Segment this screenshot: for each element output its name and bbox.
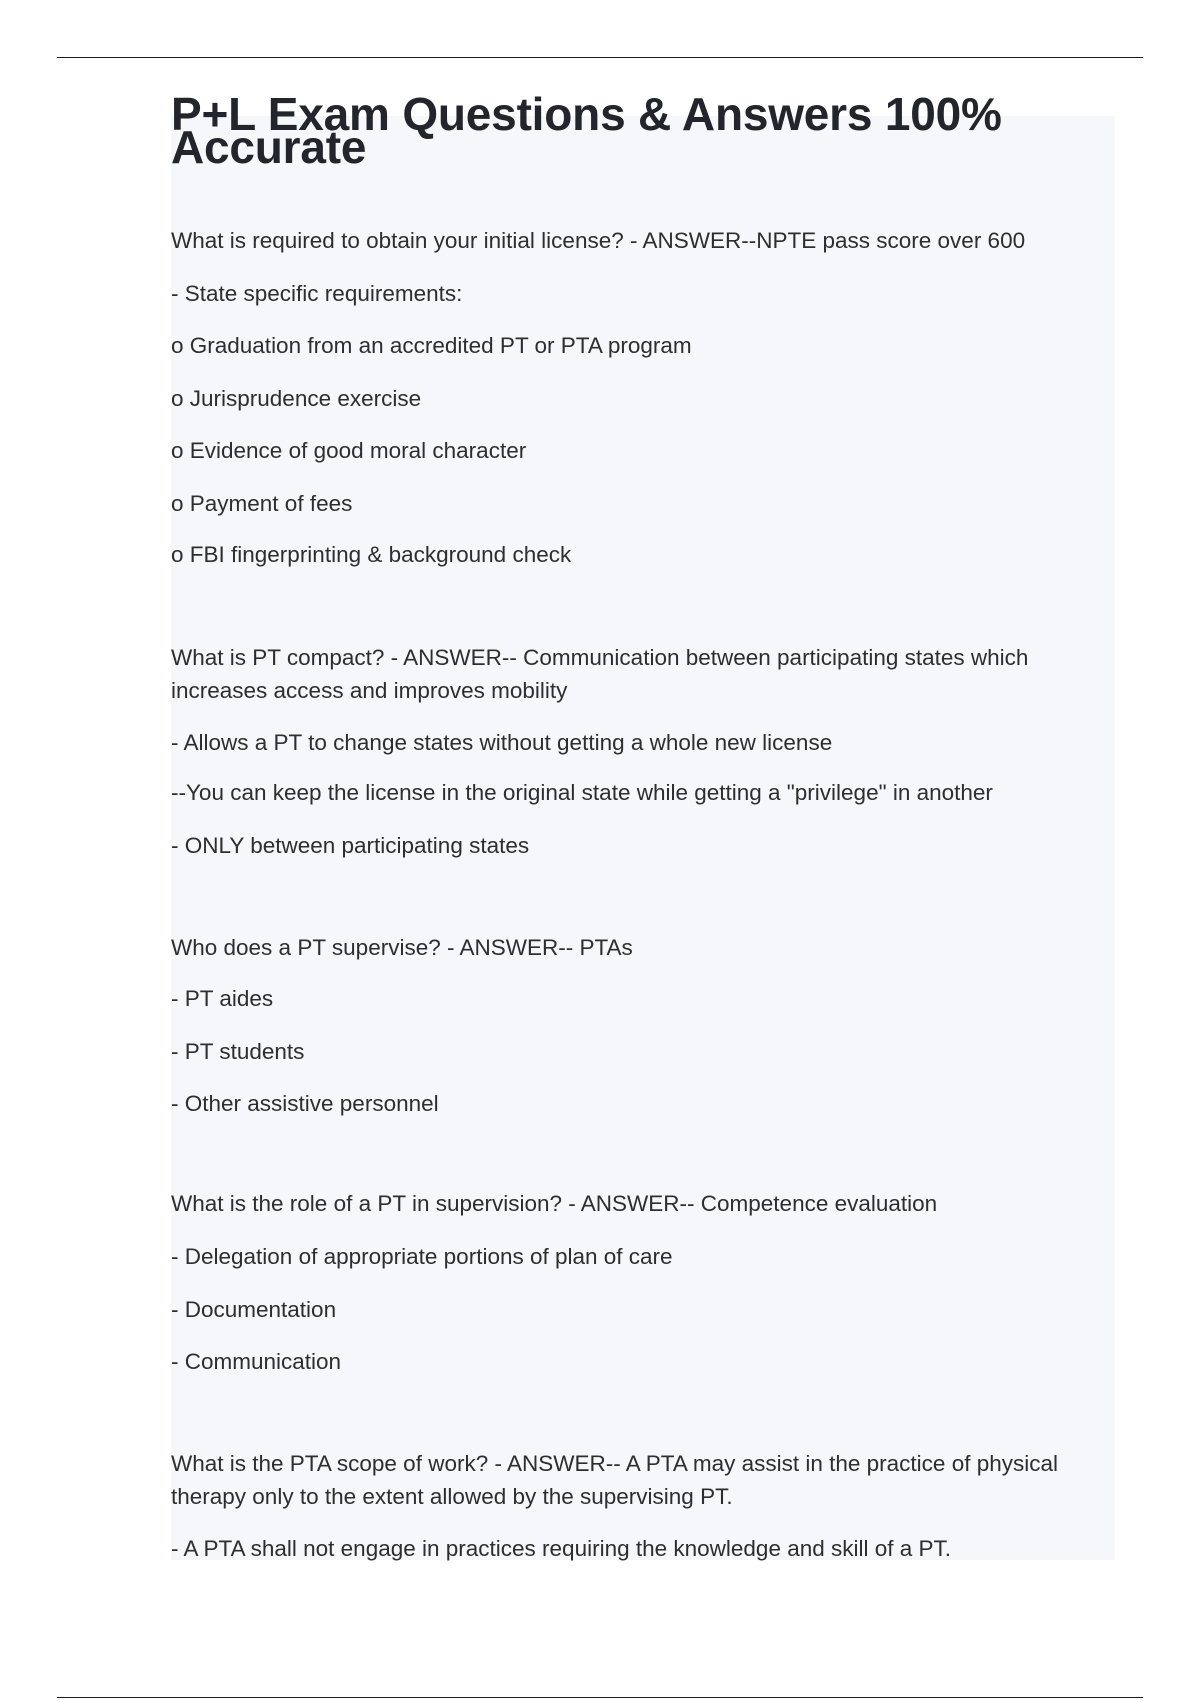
list-item: o Payment of fees — [171, 491, 353, 516]
list-item: - PT aides — [171, 986, 274, 1011]
list-item: o Jurisprudence exercise — [171, 386, 422, 411]
list-item: - Documentation — [171, 1297, 337, 1322]
list-item: - Delegation of appropriate portions of plan of care — [171, 1244, 673, 1269]
list-item: - ONLY between participating states — [171, 833, 530, 858]
list-item: o Evidence of good moral character — [171, 438, 527, 463]
list-item: o FBI fingerprinting & background check — [171, 542, 572, 567]
bottom-rule — [57, 1697, 1143, 1698]
list-item: - A PTA shall not engage in practices requiring the knowledge and skill of a PT. — [171, 1536, 952, 1561]
question-2: What is PT compact? - ANSWER-- Communication between participating states which increases access and improves mobility — [171, 645, 1029, 703]
question-5: What is the PTA scope of work? - ANSWER-- A PTA may assist in the practice of physical therapy only to the extent allowed by the supervising PT. — [171, 1451, 1058, 1509]
question-4: What is the role of a PT in supervision? - ANSWER-- Competence evaluation — [171, 1191, 938, 1216]
top-rule — [57, 57, 1143, 58]
question-3: Who does a PT supervise? - ANSWER-- PTAs — [171, 935, 633, 960]
list-item: - Allows a PT to change states without getting a whole new license — [171, 730, 833, 755]
list-item: - State specific requirements: — [171, 281, 463, 306]
list-item: - PT students — [171, 1039, 305, 1064]
list-item: - Communication — [171, 1349, 342, 1374]
list-item: - Other assistive personnel — [171, 1091, 439, 1116]
list-item: --You can keep the license in the original state while getting a "privilege" in another — [171, 780, 993, 805]
question-1: What is required to obtain your initial license? - ANSWER--NPTE pass score over 600 — [171, 228, 1026, 253]
document-title: P+L Exam Questions & Answers 100% Accurate — [171, 88, 1002, 173]
list-item: o Graduation from an accredited PT or PTA program — [171, 333, 692, 358]
